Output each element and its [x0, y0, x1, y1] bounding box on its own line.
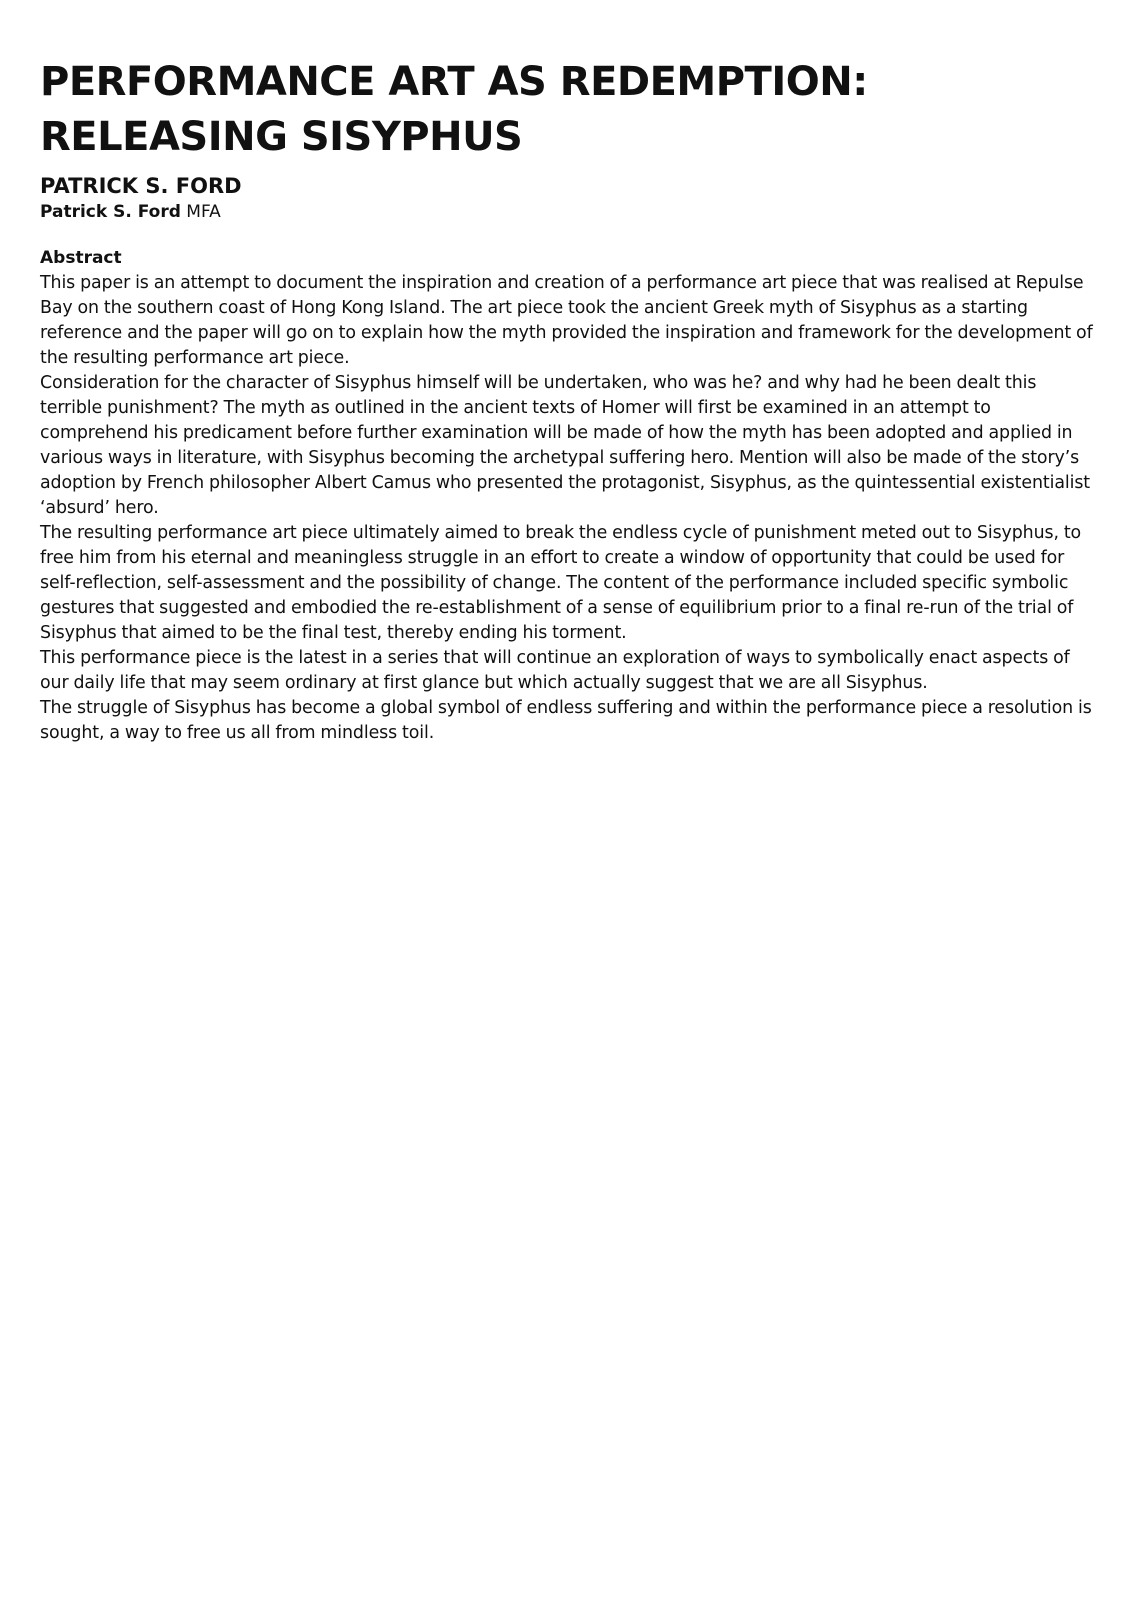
abstract-section [40, 246, 1100, 746]
paper-title-line-1: PERFORMANCE ART AS REDEMPTION: [40, 59, 868, 105]
abstract-paragraph: The resulting performance art piece ultimately aimed to break the endless cycle of punishment meted out to Sisyphus, to free him from his eternal and meaningless struggle in an effort to create a window of opportunity that could be used for self-reflection, self-assessment and the possibility of change. The content of the performance included specific symbolic gestures that suggested and embodied the re-establishment of a sense of equilibrium prior to a final re-run of the trial of Sisyphus that aimed to be the final test, thereby ending his torment. [40, 523, 1082, 643]
abstract-paragraph: This performance piece is the latest in a series that will continue an exploration of ways to symbolically enact aspects of our daily life that may seem ordinary at first glance but which actually suggest that we are all Sisyphus. [40, 648, 1070, 693]
abstract-paragraph: This paper is an attempt to document the inspiration and creation of a performance art piece that was realised at Repulse Bay on the southern coast of Hong Kong Island. The art piece took the ancient Greek myth of Sisyphus as a starting reference and the paper will go on to explain how the myth provided the inspiration and framework for the development of the resulting performance art piece. [40, 273, 1093, 368]
paper-page [40, 55, 1100, 746]
abstract-paragraph: Consideration for the character of Sisyphus himself will be undertaken, who was he? and why had he been dealt this terrible punishment? The myth as outlined in the ancient texts of Homer will first be examined in an attempt to comprehend his predicament before further examination will be made of how the myth has been adopted and applied in various ways in literature, with Sisyphus becoming the archetypal suffering hero. Mention will also be made of the story’s adoption by French philosopher Albert Camus who presented the protagonist, Sisyphus, as the quintessential existentialist ‘absurd’ hero. [40, 373, 1091, 518]
author-affiliation [40, 200, 1100, 224]
paper-title [40, 55, 1100, 165]
author-name: Patrick S. Ford [40, 202, 181, 222]
author-degree: MFA [186, 202, 221, 222]
abstract-paragraph: The struggle of Sisyphus has become a global symbol of endless suffering and within the performance piece a resolution is sought, a way to free us all from mindless toil. [40, 698, 1092, 743]
abstract-heading: Abstract [40, 248, 122, 268]
author-heading: PATRICK S. FORD [40, 174, 242, 198]
paper-title-line-2: RELEASING SISYPHUS [40, 114, 523, 160]
